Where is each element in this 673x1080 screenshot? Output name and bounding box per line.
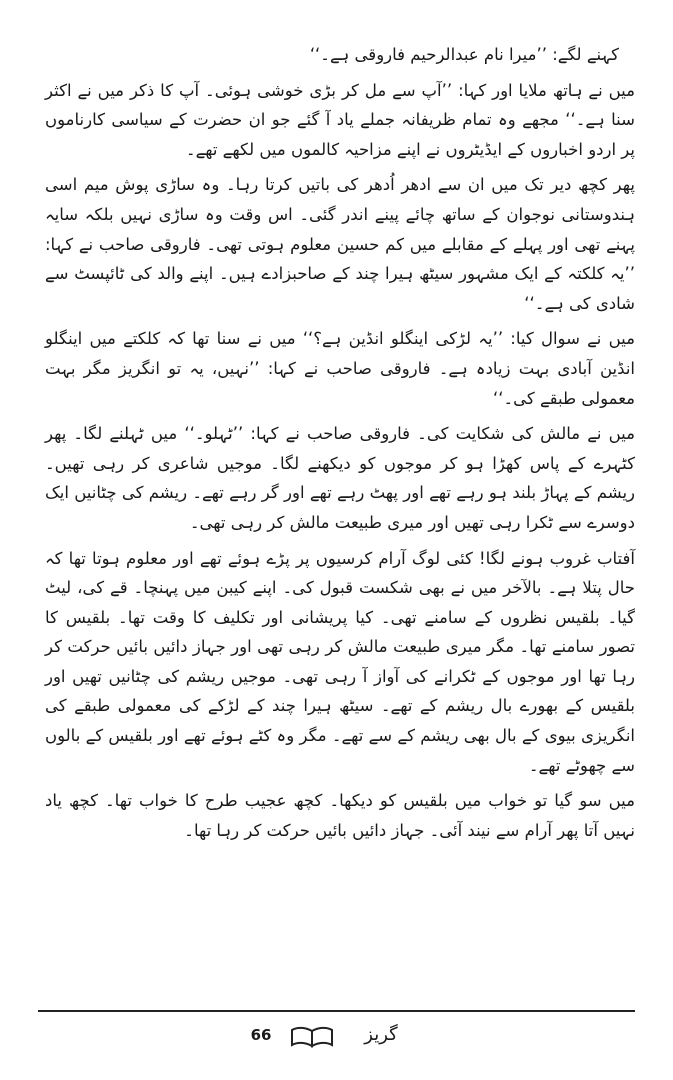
paragraph-4: میں نے سوال کیا: ’’یہ لڑکی اینگلو انڈین ہے؟‘‘ میں نے سنا تھا کہ کلکتے میں اینگلو انڈین آبادی بہت زیادہ ہے۔ فاروقی صاحب نے کہا: ’’نہیں، یہ تو انگریز مگر بہت معمولی طبقے کی۔‘‘	[45, 329, 635, 408]
paragraph-7: میں سو گیا تو خواب میں بلقیس کو دیکھا۔ کچھ عجیب طرح کا خواب تھا۔ کچھ یاد نہیں آتا پھر آرام سے نیند آئی۔ جہاز دائیں بائیں حرکت کر رہا تھا۔	[45, 791, 635, 840]
book-title: گریز	[364, 1024, 398, 1045]
page-footer	[0, 1024, 673, 1054]
footer-divider	[38, 1010, 635, 1012]
paragraph-1: کہنے لگے: ’’میرا نام عبدالرحیم فاروقی ہے۔‘‘	[309, 45, 619, 64]
page-number: 66	[250, 1026, 272, 1044]
open-book-icon	[290, 1026, 334, 1048]
paragraph-5: میں نے مالش کی شکایت کی۔ فاروقی صاحب نے کہا: ’’ٹہلو۔‘‘ میں ٹہلنے لگا۔ پھر کٹہرے کے پاس کھڑا ہو کر موجوں کو دیکھنے لگا۔ موجیں شاعری کر رہی تھیں۔ ریشم کے پہاڑ بلند ہو رہے تھے اور پھٹ رہے تھے اور گر رہے تھے۔ ریشم کی چٹانیں ایک دوسرے سے ٹکرا رہی تھیں اور میری طبیعت مالش کر رہی تھی۔	[45, 424, 635, 532]
page-text	[45, 40, 635, 845]
paragraph-3: پھر کچھ دیر تک میں ان سے ادھر اُدھر کی باتیں کرتا رہا۔ وہ ساڑی پوش میم اسی ہندوستانی نوجوان کے ساتھ چائے پینے اندر گئی۔ اس وقت وہ ساڑی نہیں بلکہ سایہ پہنے تھی اور پہلے کے مقابلے میں کم حسین معلوم ہوتی تھی۔ فاروقی صاحب نے کہا: ’’یہ کلکتہ کے ایک مشہور سیٹھ ہیرا چند کے صاحبزادے ہیں۔ اپنے والد کی ٹائپسٹ سے شادی کی ہے۔‘‘	[45, 175, 635, 313]
paragraph-2: میں نے ہاتھ ملایا اور کہا: ’’آپ سے مل کر بڑی خوشی ہوئی۔ آپ کا ذکر میں نے اکثر سنا ہے۔‘‘ مجھے وہ تمام ظریفانہ جملے یاد آ گئے جو ان حضرت کے سیاسی کارناموں پر اردو اخباروں کے ایڈیٹروں نے اپنے مزاحیہ کالموں میں لکھے تھے۔	[45, 80, 635, 159]
paragraph-6: آفتاب غروب ہونے لگا! کئی لوگ آرام کرسیوں پر پڑے ہوئے تھے اور معلوم ہوتا تھا کہ حال پتلا ہے۔ بالآخر میں نے بھی شکست قبول کی۔ اپنے کیبن میں پہنچا۔ قے کی، لیٹ گیا۔ بلقیس نظروں کے سامنے تھی۔ کیا پریشانی اور تکلیف کا وقت تھا۔ بلقیس کا تصور سامنے تھا۔ مگر میری طبیعت مالش کر رہی تھی اور جہاز دائیں بائیں حرکت کر رہا تھا اور موجوں کے ٹکرانے کی آواز آ رہی تھی۔ موجیں ریشم کی چٹانیں تھیں اور بلقیس کے بھورے بال ریشم کے تھے۔ سیٹھ ہیرا چند کے لڑکے کی معمولی طبقے کی انگریزی بیوی کے بال بھی ریشم کے سے تھے۔ مگر وہ کٹے ہوئے تھے اور بلقیس کے بالوں سے چھوٹے تھے۔	[45, 548, 635, 775]
